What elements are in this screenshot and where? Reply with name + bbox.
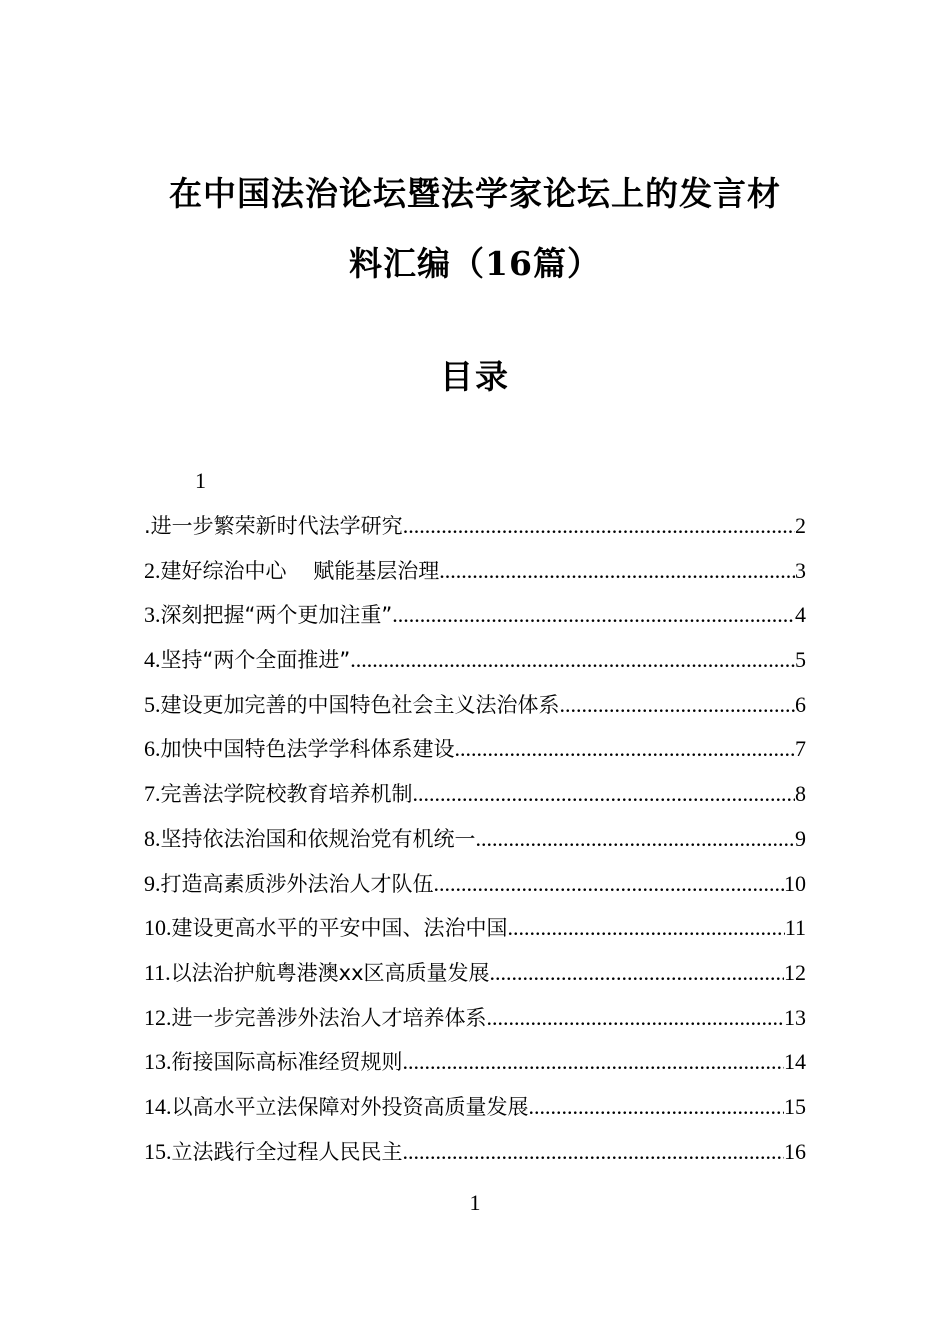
- toc-entry[interactable]: [144, 642, 806, 687]
- toc-entry-number: 4.: [144, 647, 161, 673]
- toc-entry[interactable]: [144, 866, 806, 911]
- toc-entry-number: 9.: [144, 870, 161, 896]
- toc-entry[interactable]: [144, 821, 806, 866]
- toc-entry-number: 10.: [144, 915, 172, 941]
- toc-entry-label: [144, 955, 490, 991]
- toc-entry-page: 15: [784, 1093, 806, 1119]
- toc-entry-label: [144, 776, 413, 812]
- toc-entry-number: 2.: [144, 557, 161, 583]
- toc-leader-dots: [403, 1044, 785, 1080]
- toc-entry-title: 坚持依法治国和依规治党有机统一: [160, 826, 476, 851]
- toc-leader-dots: [560, 687, 796, 723]
- toc-entry[interactable]: [144, 955, 806, 1000]
- toc-entry-page: 4: [795, 602, 806, 628]
- toc-entry-title: 建设更加完善的中国特色社会主义法治体系: [160, 692, 560, 717]
- toc-entry-title: .进一步繁荣新时代法学研究: [144, 514, 403, 538]
- toc-entry-title: 衔接国际高标准经贸规则: [171, 1050, 403, 1075]
- toc-entry-label: [144, 731, 455, 767]
- toc-leader-dots: [455, 731, 796, 767]
- page-number: 1: [469, 1190, 481, 1215]
- toc-entry-page: 7: [795, 736, 806, 762]
- document-title-line-2: 料汇编（16篇）: [349, 244, 601, 283]
- toc-entry-title: 立法践行全过程人民民主: [171, 1139, 403, 1164]
- toc-leader-dots: [487, 1000, 785, 1036]
- toc-leader-dots: [529, 1089, 785, 1125]
- toc-entry-label: [144, 1089, 529, 1125]
- toc-entry[interactable]: [144, 687, 806, 732]
- toc-leader-dots: [403, 1134, 785, 1170]
- toc-entry[interactable]: [144, 597, 806, 642]
- toc-leader-dots: [490, 955, 784, 991]
- toc-entry-title: 以高水平立法保障对外投资高质量发展: [171, 1094, 529, 1119]
- toc-leader-dots: [392, 597, 795, 633]
- toc-entry[interactable]: [144, 1134, 806, 1179]
- toc-entry-label: [144, 866, 434, 902]
- toc-entry-number: 13.: [144, 1049, 172, 1075]
- toc-entry-page: 3: [795, 557, 806, 583]
- toc-entry[interactable]: [144, 731, 806, 776]
- toc-leader-dots: [350, 642, 795, 678]
- toc-entry-number: 5.: [144, 691, 161, 717]
- toc-leader-dots: [508, 910, 785, 946]
- toc-entry-label: [144, 1044, 403, 1080]
- toc-entry[interactable]: [144, 910, 806, 955]
- toc-entry-title: 打造高素质涉外法治人才队伍: [160, 871, 434, 896]
- toc-entry-page: 12: [784, 959, 806, 985]
- toc-entry-page: 14: [784, 1049, 806, 1075]
- toc-entry[interactable]: [144, 553, 806, 598]
- toc-entry-page: 2: [795, 513, 806, 538]
- toc-entry-title: 完善法学院校教育培养机制: [160, 782, 413, 807]
- toc-entry-number: 15.: [144, 1138, 172, 1164]
- toc-entry-label: [144, 1000, 487, 1036]
- toc-entry-page: 9: [795, 825, 806, 851]
- toc-entry-label: [144, 553, 439, 589]
- toc-heading: 目录: [440, 357, 510, 396]
- toc-entry-title: 建好综治中心 赋能基层治理: [160, 558, 440, 583]
- toc-leader-dots: [413, 776, 796, 812]
- toc-entry-page: 10: [784, 870, 806, 896]
- toc-leader-dots: [434, 866, 785, 902]
- toc-entry-number: 11.: [144, 959, 171, 985]
- toc-entry-page: 5: [795, 647, 806, 673]
- toc-entry-page: 13: [784, 1004, 806, 1030]
- toc-entry-number: 3.: [144, 602, 161, 628]
- toc-entry-page: 6: [795, 691, 806, 717]
- toc-entry[interactable]: [144, 1000, 806, 1045]
- toc-entry[interactable]: [144, 1089, 806, 1134]
- toc-entry-number: 14.: [144, 1093, 172, 1119]
- toc-entry[interactable]: [144, 1044, 806, 1089]
- toc-entry-label: [144, 508, 403, 544]
- toc-entry-label: [144, 910, 508, 946]
- toc-leader-dots: [476, 821, 796, 857]
- toc-entry-page: 16: [784, 1138, 806, 1164]
- toc-entry[interactable]: [144, 776, 806, 821]
- toc-leader-dots: [439, 553, 795, 589]
- toc-entry-label: [144, 687, 560, 723]
- toc-entry-number: 7.: [144, 781, 161, 807]
- toc-entry-label: [144, 821, 476, 857]
- toc-entry-title: 坚持“两个全面推进”: [160, 648, 351, 673]
- table-of-contents: [144, 508, 806, 1178]
- document-title-line-1: 在中国法治论坛暨法学家论坛上的发言材: [169, 174, 781, 213]
- toc-entry-number: 6.: [144, 736, 161, 762]
- toc-entry-title: 深刻把握“两个更加注重”: [160, 603, 393, 628]
- toc-leader-dots: [403, 508, 795, 544]
- toc-entry-page: 8: [795, 781, 806, 807]
- toc-first-entry-number: 1: [195, 468, 206, 493]
- toc-entry-page: 11: [784, 915, 806, 941]
- toc-entry-title: 加快中国特色法学学科体系建设: [160, 737, 455, 762]
- toc-entry-title: 以法治护航粤港澳xx区高质量发展: [170, 960, 490, 985]
- toc-entry[interactable]: [144, 508, 806, 553]
- toc-entry-label: [144, 1134, 403, 1170]
- toc-entry-label: [144, 642, 350, 678]
- toc-entry-number: 8.: [144, 825, 161, 851]
- toc-entry-title: 进一步完善涉外法治人才培养体系: [171, 1005, 487, 1030]
- toc-entry-label: [144, 597, 392, 633]
- toc-entry-number: 12.: [144, 1004, 172, 1030]
- toc-entry-title: 建设更高水平的平安中国、法治中国: [171, 916, 508, 941]
